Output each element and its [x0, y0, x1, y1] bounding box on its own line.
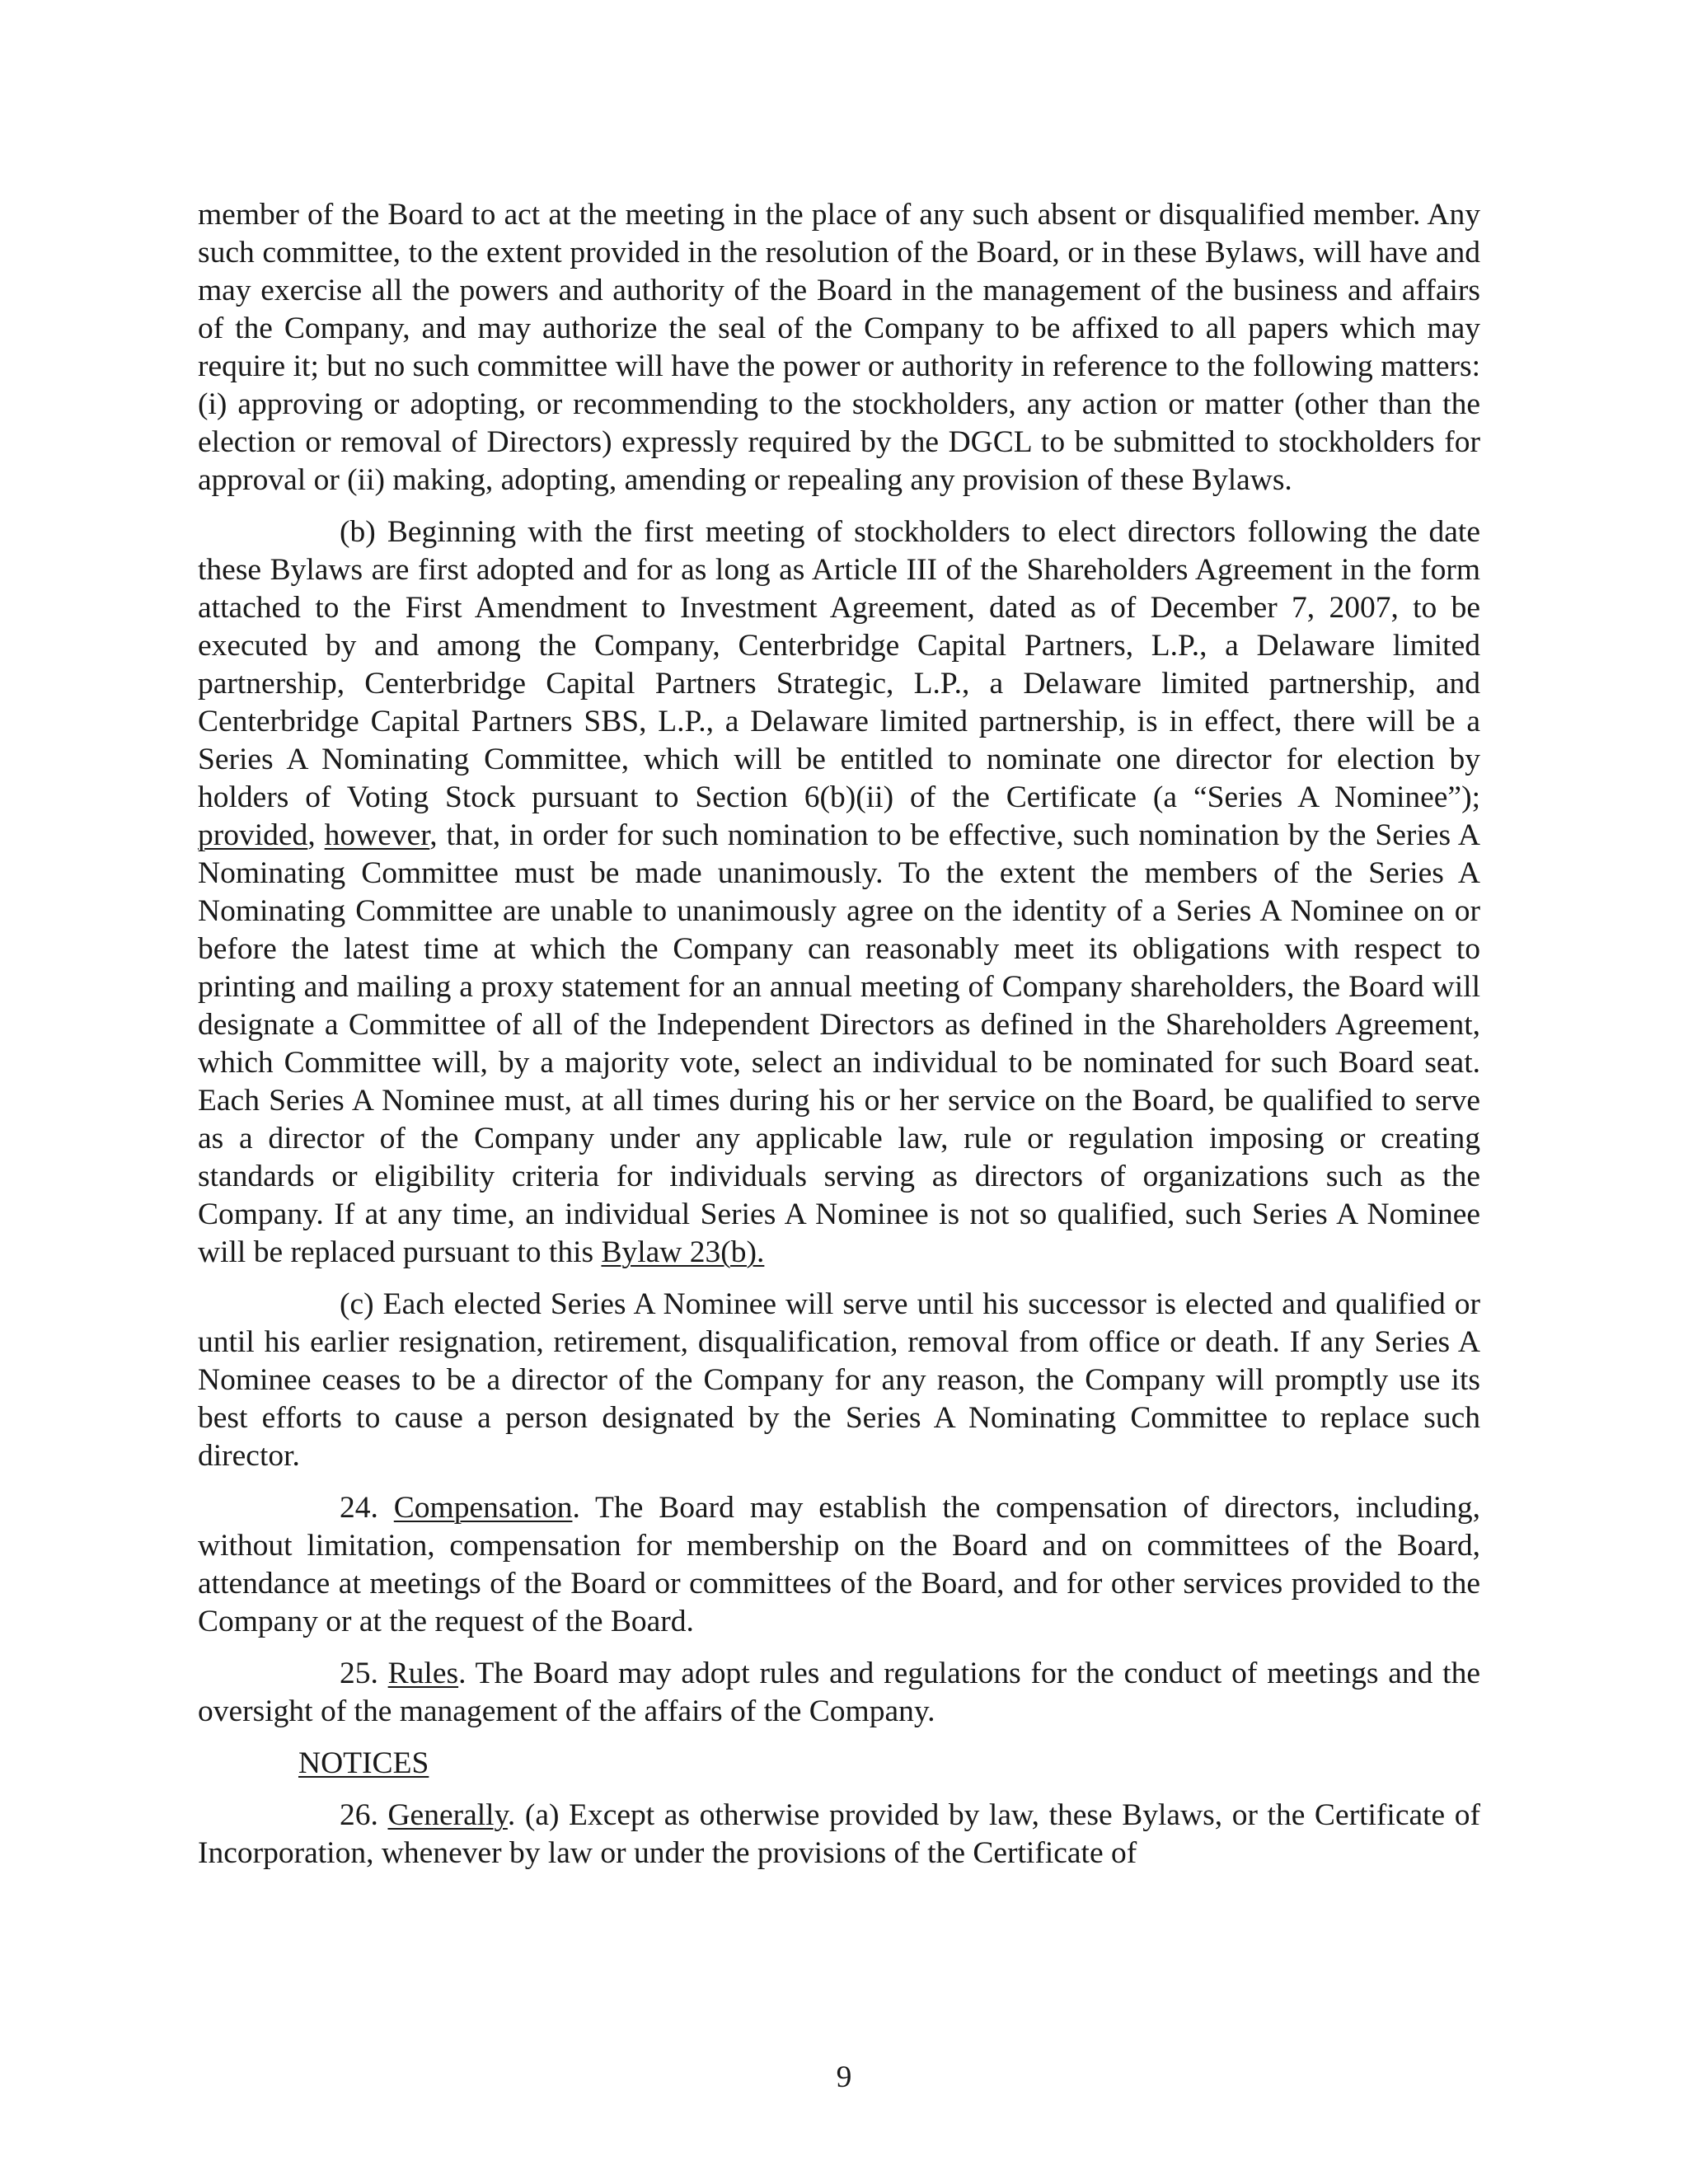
section-title: Generally: [387, 1798, 508, 1832]
section-text: . The Board may adopt rules and regulations for the conduct of meetings and the oversight of the management of the affairs of the Company.: [198, 1657, 1480, 1728]
section-number: 25.: [340, 1657, 388, 1690]
page-number: 9: [836, 2060, 852, 2094]
heading-text: NOTICES: [298, 1746, 429, 1780]
provided-term: provided: [198, 818, 308, 852]
section-title: Rules: [387, 1657, 459, 1690]
text-segment: ,: [307, 818, 325, 852]
section-text: . The Board may establish the compensation of directors, including, without limitation, compensation for membership on the Board and on committees of the Board, attendance at meetings of the Board or committees of the Board, and for other services provided to the Company or at the request of the Board.: [198, 1491, 1481, 1638]
section-number: 24.: [340, 1491, 394, 1525]
section-24-compensation: [198, 1489, 1480, 1641]
text-segment: , that, in order for such nomination to be effective, such nomination by the Series A Nominating Committee must be made unanimously. To the extent the members of the Series A Nominating Committee are unable to unanimously agree on the identity of a Series A Nominee on or before the latest time at which the Company can reasonably meet its obligations with respect to printing and mailing a proxy statement for an annual meeting of Company shareholders, the Board will designate a Committee of all of the Independent Directors as defined in the Shareholders Agreement, which Committee will, by a majority vote, select an individual to be nominated for such Board seat. Each Series A Nominee must, at all times during his or her service on the Board, be qualified to serve as a director of the Company under any applicable law, rule or regulation imposing or creating standards or eligibility criteria for individuals serving as directors of organizations such as the Company. If at any time, an individual Series A Nominee is not so qualified, such Series A Nominee will be replaced pursuant to this: [198, 818, 1480, 1269]
section-title: Compensation: [393, 1491, 573, 1525]
bylaw-reference: Bylaw 23(b).: [601, 1235, 765, 1269]
section-number: 26.: [340, 1798, 388, 1832]
section-25-rules: [198, 1655, 1480, 1731]
text-segment: (b) Beginning with the first meeting of stockholders to elect directors following the date these Bylaws are first adopted and for as long as Article III of the Shareholders Agreement in the form attached to the First Amendment to Investment Agreement, dated as of December 7, 2007, to be executed by and among the Company, Centerbridge Capital Partners, L.P., a Delaware limited partnership, Centerbridge Capital Partners Strategic, L.P., a Delaware limited partnership, and Centerbridge Capital Partners SBS, L.P., a Delaware limited partnership, is in effect, there will be a Series A Nominating Committee, which will be entitled to nominate one director for election by holders of Voting Stock pursuant to Section 6(b)(ii) of the Certificate (a “Series A Nominee”);: [198, 515, 1480, 814]
however-term: however: [324, 818, 430, 852]
notices-heading: [298, 1745, 1480, 1783]
paragraph-series-a-nominating-committee: [198, 513, 1480, 1272]
section-26-generally: [198, 1797, 1480, 1872]
paragraph-series-a-nominee-term: (c) Each elected Series A Nominee will serve until his successor is elected and qualified or until his earlier resignation, retirement, disqualification, removal from office or death. If any Series A Nominee ceases to be a director of the Company for any reason, the Company will promptly use its best efforts to cause a person designated by the Series A Nominating Committee to replace such director.: [198, 1287, 1480, 1473]
section-text: . (a) Except as otherwise provided by law, these Bylaws, or the Certificate of Incorporation, whenever by law or under the provisions of the Certificate of: [198, 1798, 1480, 1870]
paragraph-committee-powers: member of the Board to act at the meeting in the place of any such absent or disqualified member. Any such committee, to the extent provided in the resolution of the Board, or in these Bylaws, will have and may exercise all the powers and authority of the Board in the management of the business and affairs of the Company, and may authorize the seal of the Company to be affixed to all papers which may require it; but no such committee will have the power or authority in reference to the following matters: (i) approving or adopting, or recommending to the stockholders, any action or matter (other than the election or removal of Directors) expressly required by the DGCL to be submitted to stockholders for approval or (ii) making, adopting, amending or repealing any provision of these Bylaws.: [198, 198, 1480, 497]
document-page: [198, 196, 1480, 1886]
